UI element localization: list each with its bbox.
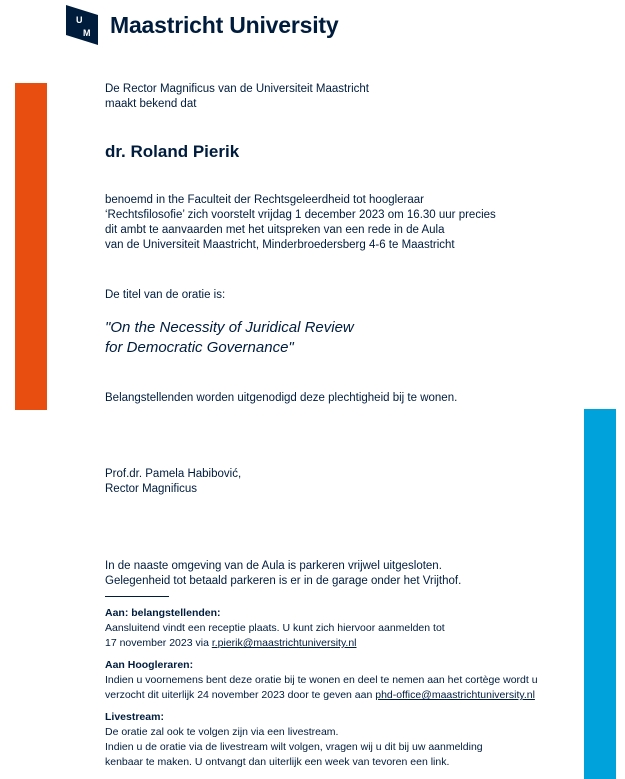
interested-line-2-text: 17 november 2023 via [105, 637, 212, 649]
interested-line-1: Aansluitend vindt een receptie plaats. U kunt zich hiervoor aanmelden tot [105, 622, 445, 634]
svg-text:U: U [76, 15, 83, 25]
orange-accent-bar [15, 83, 47, 410]
intro-line-2: maakt bekend dat [105, 98, 197, 110]
professors-line-1: Indien u voornemens bent deze oratie bij te wonen en deel te nemen aan het cortège wordt u [105, 674, 538, 686]
oration-title [105, 318, 354, 358]
university-name: Maastricht University [110, 11, 339, 38]
signatory-role: Rector Magnificus [105, 483, 198, 495]
um-shield-icon [66, 5, 98, 45]
appointee-name: dr. Roland Pierik [105, 142, 240, 161]
parking-line-2: Gelegenheid tot betaald parkeren is er in de garage onder het Vrijthof. [105, 575, 462, 587]
university-logo [66, 5, 338, 45]
professors-line-2-text: verzocht dit uiterlijk 24 november 2023 door te geven aan [105, 689, 376, 701]
interested-heading: Aan: belangstellenden: [105, 607, 221, 619]
signatory-name: Prof.dr. Pamela Habibović, [105, 468, 242, 480]
announcement-line-2: ‘Rechtsfilosofie’ zich voorstelt vrijdag 1 december 2023 om 16.30 uur precies [105, 209, 496, 221]
oration-title-line-2: for Democratic Governance" [105, 339, 294, 356]
svg-text:M: M [83, 28, 91, 38]
parking-line-1: In de naaste omgeving van de Aula is parkeren vrijwel uitgesloten. [105, 560, 442, 572]
interested-line-2 [105, 636, 357, 651]
announcement-line-1: benoemd in the Faculteit der Rechtsgeleerdheid tot hoogleraar [105, 194, 425, 206]
divider [105, 596, 169, 597]
reception-email-link[interactable]: r.pierik@maastrichtuniversity.nl [211, 637, 357, 649]
intro-line-1: De Rector Magnificus van de Universiteit Maastricht [105, 83, 369, 95]
title-intro: De titel van de oratie is: [105, 289, 226, 301]
professors-heading: Aan Hoogleraren: [105, 659, 194, 671]
livestream-line-2: Indien u de oratie via de livestream wilt volgen, vragen wij u dit bij uw aanmelding [105, 741, 483, 753]
announcement-line-4: van de Universiteit Maastricht, Minderbroedersberg 4-6 te Maastricht [105, 239, 455, 251]
professors-line-2 [105, 688, 535, 703]
livestream-heading: Livestream: [105, 711, 164, 723]
invitation: Belangstellenden worden uitgenodigd deze plechtigheid bij te wonen. [105, 392, 458, 404]
announcement-line-3: dit ambt te aanvaarden met het uitspreken van een rede in de Aula [105, 224, 445, 236]
livestream-line-1: De oratie zal ook te volgen zijn via een livestream. [105, 726, 339, 738]
oration-title-line-1: "On the Necessity of Juridical Review [105, 319, 354, 336]
phd-office-email-link[interactable]: phd-office@maastrichtuniversity.nl [375, 689, 535, 701]
livestream-line-3: kenbaar te maken. U ontvangt dan uiterlijk een week van tevoren een link. [105, 756, 450, 768]
blue-accent-bar [584, 409, 616, 779]
